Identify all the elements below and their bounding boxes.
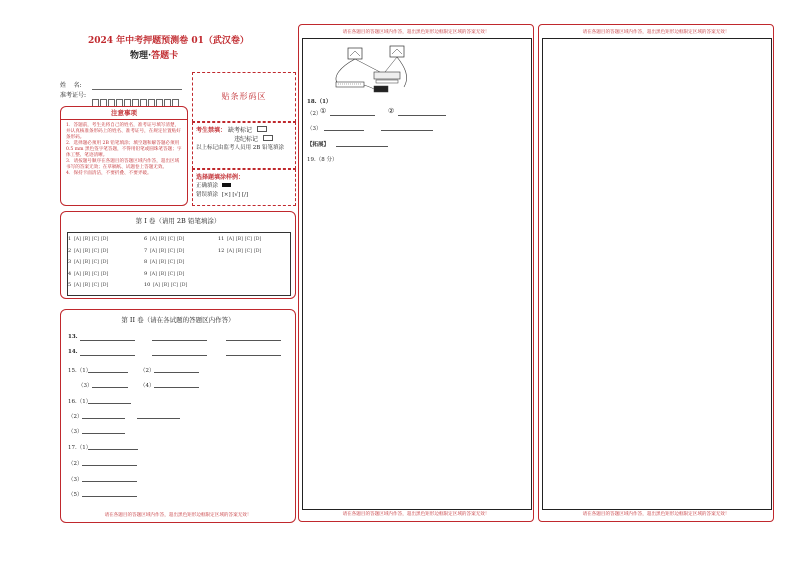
mc-question-row [68,248,110,255]
q16-2-blank-2[interactable] [137,412,180,419]
q18-3-blank-2[interactable] [381,124,433,131]
mc-option-bubble[interactable]: [A] [150,248,157,254]
q18-3-blank-1[interactable] [324,124,364,131]
mc-option-bubble[interactable]: [A] [74,237,81,242]
q18-3-label: （3） [307,126,322,132]
mc-question-number: 11 [218,236,225,242]
mc-option-bubble[interactable]: [D] [176,260,185,265]
q14-blank-3[interactable] [226,349,281,356]
mc-option-bubble[interactable]: [A] [74,283,81,288]
q18-extension-blank[interactable] [336,140,388,147]
mc-question-row [218,248,263,255]
mc-option-bubble[interactable]: [C] [91,248,99,254]
mc-option-bubble[interactable]: [C] [167,271,175,277]
notice-box [60,106,188,206]
mc-option-bubble[interactable]: [D] [100,237,109,242]
warning-middle-top: 请在各题目的答题区域内作答，超出黑色矩形边框限定区域的答案无效！ [342,30,490,35]
q13-blank-2[interactable] [152,334,207,341]
mc-option-bubble[interactable]: [A] [74,271,81,277]
name-label: 姓 名: [60,82,82,89]
candidate-note: 以上标记由监考人员用 2B 铅笔填涂 [196,145,285,151]
mc-question-number: 12 [218,247,225,254]
mc-option-bubble[interactable]: [D] [100,271,109,277]
notice-item: 4．保持卡面清洁，不要折叠、不要弄破。 [66,171,152,176]
mc-question-number: 6 [144,236,148,242]
mc-question-row [68,271,110,278]
q16-1-label: 16.（1） [68,399,92,405]
mc-question-number: 1 [68,236,72,242]
fill-sample-title: 选择题填涂样例： [196,174,245,181]
q17-1-label: 17.（1） [68,445,92,451]
right-answer-area[interactable] [542,38,772,510]
warning-right-top: 请在各题目的答题区域内作答，超出黑色矩形边框限定区域的答案无效！ [582,30,730,35]
mc-option-bubble[interactable]: [D] [179,283,188,288]
q16-2-label: （2） [68,414,83,420]
mc-option-bubble[interactable]: [B] [82,260,90,265]
fill-sample-box [192,169,296,206]
q14-label: 14. [68,349,78,355]
section-2-title: 第 II 卷（请在各试题的答题区内作答） [121,316,235,324]
page-title: 2024 年中考押题预测卷 01（武汉卷） [88,36,249,46]
q16-3-blank[interactable] [82,427,125,434]
mc-option-bubble[interactable]: [C] [91,271,99,277]
mc-question-number: 8 [144,259,148,265]
correct-fill-label: 正确填涂 [196,183,219,189]
absent-checkbox[interactable] [257,126,267,132]
candidate-title: 考生禁填： [196,127,227,134]
mc-option-bubble[interactable]: [A] [150,271,157,277]
mc-question-row [144,236,186,243]
mc-option-bubble[interactable]: [B] [82,283,90,288]
notice-title: 注意事项 [61,107,187,120]
mc-option-bubble[interactable]: [D] [253,248,262,254]
mc-question-number: 7 [144,247,148,254]
mc-option-bubble[interactable]: [A] [74,248,81,254]
mc-question-row [68,259,110,266]
q18-extension-label: 【拓展】 [307,142,330,148]
q15-2-label: （2） [140,368,155,374]
mc-option-bubble[interactable]: [B] [82,248,90,254]
mc-question-row [218,236,263,243]
q15-1-blank[interactable] [88,366,128,373]
page-subtitle [130,48,178,61]
q15-3-blank[interactable] [92,381,128,388]
name-line[interactable] [92,89,182,90]
q18-2b-blank[interactable] [398,109,446,116]
warning-left: 请在各题目的答题区域内作答，超出黑色矩形边框限定区域的答案无效！ [104,513,252,518]
q17-1-blank[interactable] [88,443,138,450]
q18-2a-blank[interactable] [330,109,375,116]
mc-option-bubble[interactable]: [D] [100,283,109,288]
mc-option-bubble[interactable]: [C] [170,283,178,288]
mc-question-row [68,236,110,243]
mc-option-bubble[interactable]: [B] [235,237,243,242]
mc-option-bubble[interactable]: [A] [150,260,157,265]
q15-1-label: 15.（1） [68,368,92,374]
q14-blank-1[interactable] [80,349,135,356]
q13-blank-3[interactable] [226,334,281,341]
mc-question-number: 5 [68,282,72,288]
violation-label: 违纪标记 [234,136,259,143]
ticket-label: 准考证号: [60,92,87,99]
violation-checkbox[interactable] [263,135,273,141]
mc-question-row [144,248,186,255]
mc-option-bubble[interactable]: [B] [158,248,166,254]
q18-1-label: 18.（1） [307,99,332,105]
mc-option-bubble[interactable]: [C] [244,248,252,254]
mc-option-bubble[interactable]: [B] [158,271,166,277]
section-1-title: 第 I 卷（请用 2B 铅笔填涂） [135,217,221,225]
absent-label: 缺考标记 [227,127,252,134]
mc-option-bubble[interactable]: [A] [74,260,81,265]
wrong-fill-marks: [×] [√] [/] [221,192,249,198]
q15-4-blank[interactable] [154,381,199,388]
mc-option-bubble[interactable]: [D] [176,271,185,277]
q17-5-blank[interactable] [82,490,137,497]
mc-question-row [144,282,189,289]
warning-right-bottom: 请在各题目的答题区域内作答，超出黑色矩形边框限定区域的答案无效！ [582,512,730,517]
q13-blank-1[interactable] [80,334,135,341]
q18-2a-label: ① [320,107,327,115]
notice-item: 1．答题前，考生先将自己的姓名，准考证号填写清楚，并认真核准条形码上的姓名、准考证号，在规定位置贴好条形码。 [66,123,181,140]
q15-4-label: （4） [140,383,155,389]
barcode-label: 贴条形码区 [221,92,267,101]
q16-3-label: （3） [68,429,83,435]
mc-option-bubble[interactable]: [B] [158,237,166,242]
q17-3-label: （3） [68,477,83,483]
barcode-area [192,72,296,122]
mc-question-number: 3 [68,259,72,265]
mc-option-bubble[interactable]: [D] [253,237,262,242]
mc-option-bubble[interactable]: [B] [82,237,90,242]
mc-question-row [68,282,110,289]
q17-5-label: （5） [68,492,83,498]
mc-option-bubble[interactable]: [A] [153,283,160,288]
q18-2-label: （2） [307,111,322,117]
q15-2-blank[interactable] [154,366,199,373]
mc-option-bubble[interactable]: [C] [167,260,175,265]
mc-option-bubble[interactable]: [D] [100,260,109,265]
mc-question-number: 9 [144,270,148,277]
q16-2-blank-1[interactable] [82,412,125,419]
mc-question-number: 4 [68,270,72,277]
q13-label: 13. [68,334,78,340]
mc-option-bubble[interactable]: [C] [91,283,99,288]
mc-option-bubble[interactable]: [C] [91,260,99,265]
warning-middle-bottom: 请在各题目的答题区域内作答，超出黑色矩形边框限定区域的答案无效！ [342,512,490,517]
q17-2-blank[interactable] [82,459,137,466]
mc-question-number: 2 [68,247,72,254]
mc-question-row [144,259,186,266]
mc-question-number: 10 [144,282,151,288]
q17-3-blank[interactable] [82,475,137,482]
notice-item: 2．选择题必须用 2B 铅笔填涂；填空题和解答题必须用 0.5 mm 黑色签字笔答题，不得用铅笔或圆珠笔答题；字体工整、笔迹清晰。 [66,141,182,158]
q18-2b-label: ② [388,107,395,115]
circuit-diagram [330,42,420,96]
q19-label: 19.（8 分） [307,157,338,163]
subject-label: 物理 [130,51,149,61]
correct-fill-mark [222,183,231,187]
mc-option-bubble[interactable]: [B] [161,283,169,288]
candidate-box [192,122,296,169]
mc-option-bubble[interactable]: [A] [227,248,234,254]
mc-option-bubble[interactable]: [C] [91,237,99,242]
mc-option-bubble[interactable]: [B] [82,271,90,277]
answer-card-label: 答题卡 [151,51,179,61]
mc-option-bubble[interactable]: [C] [167,237,175,242]
q16-1-blank[interactable] [88,397,131,404]
mc-option-bubble[interactable]: [A] [227,237,234,242]
mc-option-bubble[interactable]: [A] [150,237,157,242]
mc-option-bubble[interactable]: [D] [100,248,109,254]
wrong-fill-label: 错误填涂 [196,192,219,198]
mc-option-bubble[interactable]: [B] [235,248,243,254]
mc-option-bubble[interactable]: [D] [176,248,185,254]
q17-2-label: （2） [68,461,83,467]
mc-option-bubble[interactable]: [D] [176,237,185,242]
notice-item: 3．请按题号顺序在各题目的答题区域内作答，超出区域书写的答案无效；在草稿纸、试题卷上答题无效。 [66,159,180,170]
q15-3-label: （3） [78,383,93,389]
mc-option-bubble[interactable]: [B] [158,260,166,265]
mc-option-bubble[interactable]: [C] [167,248,175,254]
mc-option-bubble[interactable]: [C] [244,237,252,242]
subtitle-dot: · [148,51,152,61]
mc-question-row [144,271,186,278]
q14-blank-2[interactable] [152,349,207,356]
